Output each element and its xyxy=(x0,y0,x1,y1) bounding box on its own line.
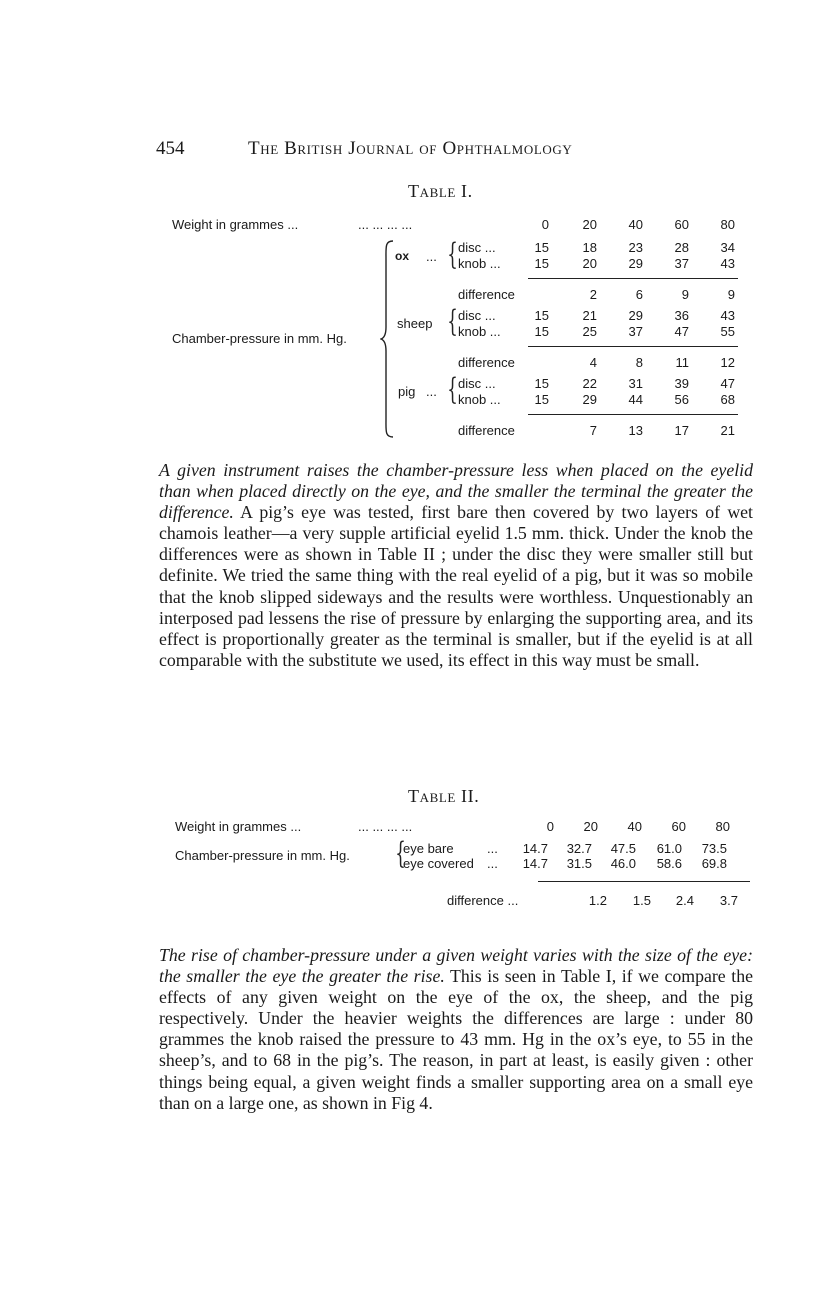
weight-cell: 60 xyxy=(674,217,689,232)
row-label: knob ... xyxy=(458,324,501,339)
table-2-weight-dots: ... ... ... ... xyxy=(358,819,413,834)
weight-cell: 80 xyxy=(720,217,735,232)
difference-cell: 21 xyxy=(720,423,735,438)
table-2-pressure-label: Chamber-pressure in mm. Hg. xyxy=(175,848,350,863)
table-2-title: Table II. xyxy=(408,786,480,806)
animal-dots: ... xyxy=(426,249,437,264)
difference-cell: 1.2 xyxy=(588,893,607,908)
value-cell: 15 xyxy=(534,308,549,323)
row-label: disc ... xyxy=(458,308,496,323)
table-rule xyxy=(538,881,750,882)
difference-label: difference xyxy=(458,287,515,302)
value-cell: 28 xyxy=(674,240,689,255)
small-brace-icon: { xyxy=(447,372,458,407)
value-cell: 34 xyxy=(720,240,735,255)
difference-label: difference xyxy=(458,355,515,370)
paragraph-2-text: This is seen in Table I, if we compare the effects of any given weight on the eye of the ox, the sheep, and the pig respectively. Under the heavier weights the differences are large : under 80 grammes the knob raised the pressure to 43 mm. Hg in the ox’s eye, to 55 in the sheep’s, and to 68 in the pig’s. The reason, in part at least, is easily given : other things being equal, a given weight finds a smaller supporting area on a small eye than on a large one, as shown in Fig 4. xyxy=(159,966,753,1113)
value-cell: 36 xyxy=(674,308,689,323)
value-cell: 47 xyxy=(674,324,689,339)
value-cell: 14.7 xyxy=(522,856,548,871)
value-cell: 69.8 xyxy=(701,856,727,871)
value-cell: 14.7 xyxy=(522,841,548,856)
difference-cell: 2.4 xyxy=(675,893,694,908)
value-cell: 29 xyxy=(628,308,643,323)
animal-dots: ... xyxy=(426,384,437,399)
value-cell: 73.5 xyxy=(701,841,727,856)
value-cell: 18 xyxy=(582,240,597,255)
difference-cell: 7 xyxy=(589,423,597,438)
value-cell: 37 xyxy=(674,256,689,271)
difference-cell: 9 xyxy=(727,287,735,302)
value-cell: 46.0 xyxy=(610,856,636,871)
value-cell: 61.0 xyxy=(656,841,682,856)
difference-cell: 12 xyxy=(720,355,735,370)
row-label: eye bare xyxy=(403,841,454,856)
table-rule xyxy=(528,346,738,347)
value-cell: 15 xyxy=(534,240,549,255)
large-brace-icon xyxy=(380,239,396,439)
animal-label-ox: ox xyxy=(395,249,410,263)
value-cell: 20 xyxy=(582,256,597,271)
small-brace-icon: { xyxy=(447,304,458,339)
row-label: knob ... xyxy=(458,392,501,407)
row-dots: ... xyxy=(487,856,498,871)
value-cell: 25 xyxy=(582,324,597,339)
difference-cell: 8 xyxy=(635,355,643,370)
small-brace-icon: { xyxy=(447,237,458,272)
table-1-weight-dots: ... ... ... ... xyxy=(358,217,413,232)
value-cell: 43 xyxy=(720,256,735,271)
body-paragraph-2 xyxy=(159,945,753,1114)
value-cell: 23 xyxy=(628,240,643,255)
value-cell: 21 xyxy=(582,308,597,323)
small-brace-icon: { xyxy=(395,836,406,871)
row-label: eye covered xyxy=(403,856,474,871)
value-cell: 29 xyxy=(628,256,643,271)
journal-title: The British Journal of Ophthalmology xyxy=(248,138,573,159)
difference-label: difference ... xyxy=(447,893,519,908)
animal-label-pig: pig xyxy=(398,384,416,399)
value-cell: 22 xyxy=(582,376,597,391)
value-cell: 15 xyxy=(534,256,549,271)
value-cell: 15 xyxy=(534,392,549,407)
difference-cell: 6 xyxy=(635,287,643,302)
row-label: knob ... xyxy=(458,256,501,271)
value-cell: 55 xyxy=(720,324,735,339)
value-cell: 58.6 xyxy=(656,856,682,871)
value-cell: 31 xyxy=(628,376,643,391)
value-cell: 56 xyxy=(674,392,689,407)
row-label: disc ... xyxy=(458,376,496,391)
paragraph-1-italic-lead: A given instrument raises the chamber-pressure less when placed on the eyelid than when placed directly on the eye, and the smaller the terminal the greater the difference. xyxy=(159,460,753,523)
table-rule xyxy=(528,414,738,415)
value-cell: 47 xyxy=(720,376,735,391)
value-cell: 15 xyxy=(534,324,549,339)
weight-cell: 0 xyxy=(541,217,549,232)
value-cell: 43 xyxy=(720,308,735,323)
row-dots: ... xyxy=(487,841,498,856)
difference-cell: 4 xyxy=(589,355,597,370)
difference-cell: 11 xyxy=(675,355,689,370)
difference-cell: 13 xyxy=(628,423,643,438)
difference-cell: 9 xyxy=(681,287,689,302)
page-number: 454 xyxy=(156,138,185,159)
paragraph-2-italic-lead: The rise of chamber-pressure under a given weight varies with the size of the eye: the smaller the eye the greater the rise. xyxy=(159,945,753,987)
value-cell: 31.5 xyxy=(566,856,592,871)
value-cell: 29 xyxy=(582,392,597,407)
value-cell: 37 xyxy=(628,324,643,339)
difference-label: difference xyxy=(458,423,515,438)
weight-cell: 0 xyxy=(546,819,554,834)
difference-cell: 1.5 xyxy=(632,893,651,908)
row-label: disc ... xyxy=(458,240,496,255)
table-2-weight-label: Weight in grammes ... xyxy=(175,819,302,834)
body-paragraph-1 xyxy=(159,460,753,671)
table-rule xyxy=(528,278,738,279)
value-cell: 39 xyxy=(674,376,689,391)
value-cell: 32.7 xyxy=(566,841,592,856)
table-1-title: Table I. xyxy=(408,181,473,201)
weight-cell: 60 xyxy=(671,819,686,834)
value-cell: 68 xyxy=(720,392,735,407)
animal-label-sheep: sheep xyxy=(397,316,433,331)
value-cell: 15 xyxy=(534,376,549,391)
weight-cell: 80 xyxy=(715,819,730,834)
weight-cell: 20 xyxy=(582,217,597,232)
paragraph-1-text: A pig’s eye was tested, first bare then covered by two layers of wet chamois leather—a very supple artificial eyelid 1.5 mm. thick. Under the knob the differences were as shown in Table II ; under the disc they were smaller still but definite. We tried the same thing with the real eyelid of a pig, but it was so mobile that the knob slipped sideways and the results were worthless. Unquestionably an interposed pad lessens the rise of pressure by enlarging the supporting area, and its effect is proportionally greater as the terminal is smaller, but if the eyelid is at all comparable with the substitute we used, its effect in this way must be small. xyxy=(159,502,753,670)
table-1-pressure-label: Chamber-pressure in mm. Hg. xyxy=(172,331,347,346)
difference-cell: 17 xyxy=(674,423,689,438)
table-1-weight-label: Weight in grammes ... xyxy=(172,217,299,232)
value-cell: 44 xyxy=(628,392,643,407)
value-cell: 47.5 xyxy=(610,841,636,856)
weight-cell: 20 xyxy=(583,819,598,834)
weight-cell: 40 xyxy=(628,217,643,232)
difference-cell: 3.7 xyxy=(719,893,738,908)
difference-cell: 2 xyxy=(589,287,597,302)
weight-cell: 40 xyxy=(627,819,642,834)
